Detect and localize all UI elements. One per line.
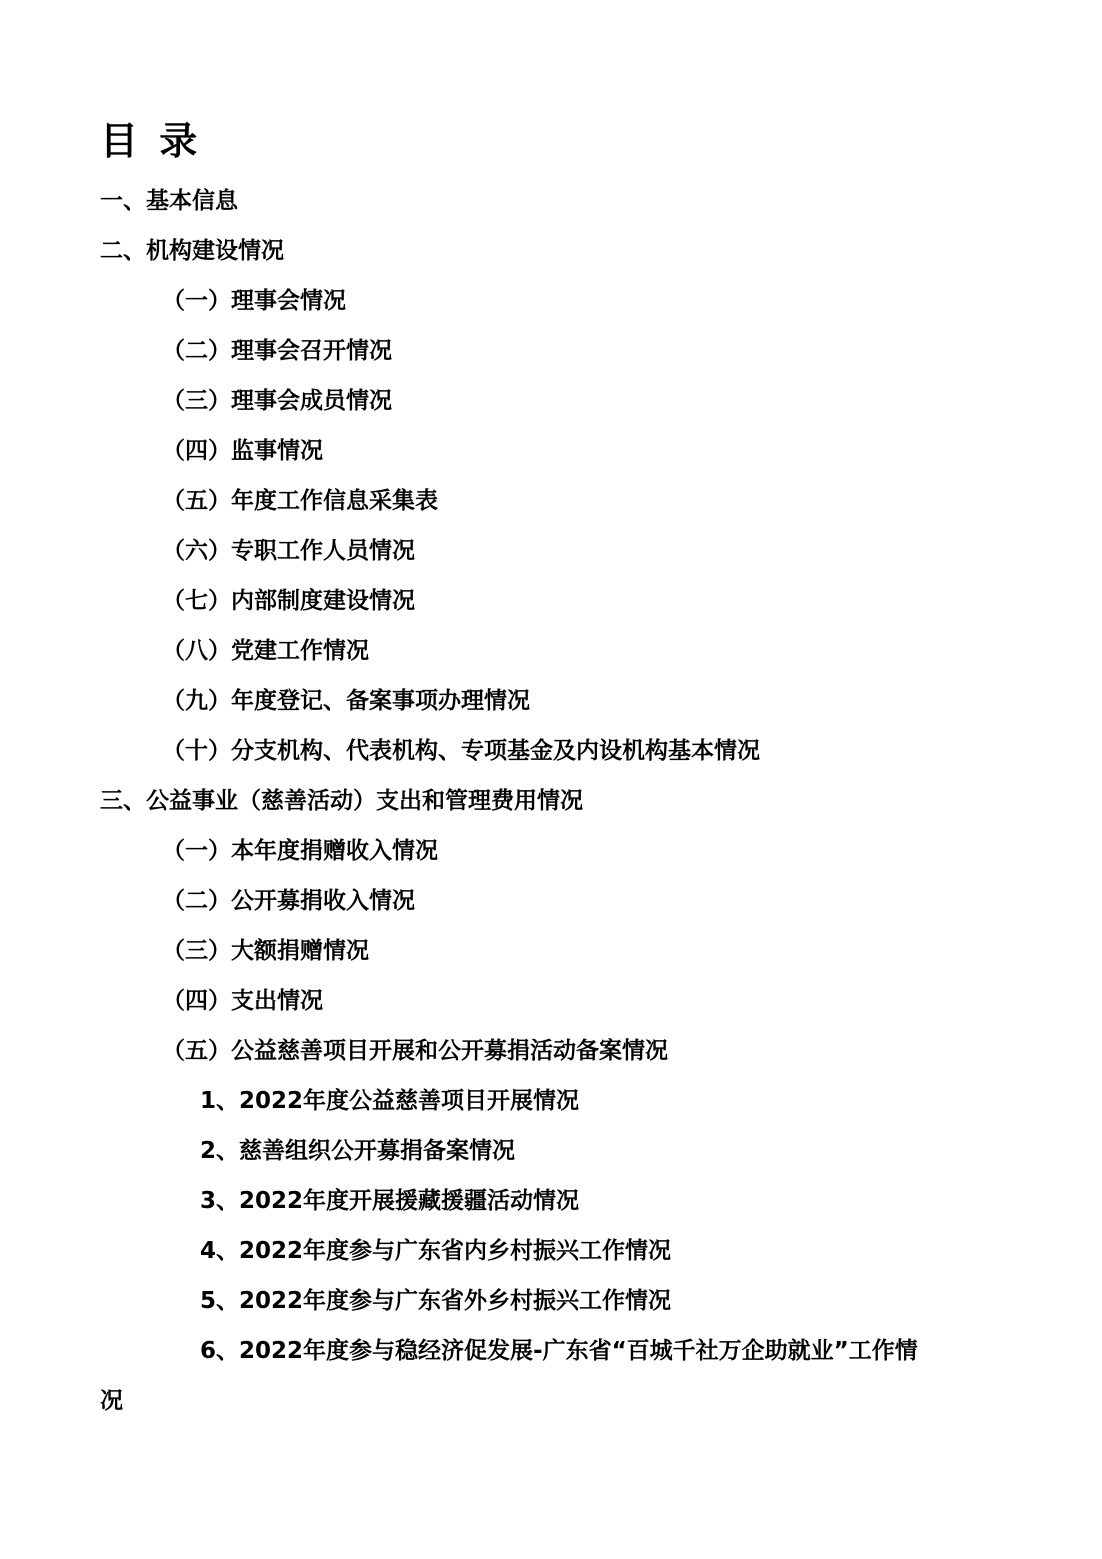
- toc-entry-2022-charity-projects[interactable]: 1、2022年度公益慈善项目开展情况: [200, 1088, 580, 1114]
- toc-entry-basic-info[interactable]: 一、基本信息: [100, 188, 238, 214]
- toc-entry-party-building[interactable]: （八）党建工作情况: [162, 638, 369, 664]
- toc-entry-council-members[interactable]: （三）理事会成员情况: [162, 388, 392, 414]
- toc-entry-supervisors[interactable]: （四）监事情况: [162, 438, 323, 464]
- toc-entry-council-meetings[interactable]: （二）理事会召开情况: [162, 338, 392, 364]
- toc-entry-branches[interactable]: （十）分支机构、代表机构、专项基金及内设机构基本情况: [162, 738, 760, 764]
- toc-entry-public-fundraising-income[interactable]: （二）公开募捐收入情况: [162, 888, 415, 914]
- toc-entry-rural-revitalization-outside[interactable]: 5、2022年度参与广东省外乡村振兴工作情况: [200, 1288, 672, 1314]
- toc-entry-rural-revitalization-inside[interactable]: 4、2022年度参与广东省内乡村振兴工作情况: [200, 1238, 672, 1264]
- toc-entry-employment-support-continued[interactable]: 况: [100, 1388, 123, 1414]
- toc-title: 目 录: [100, 119, 202, 163]
- toc-entry-charity-projects-filing[interactable]: （五）公益慈善项目开展和公开募捐活动备案情况: [162, 1038, 668, 1064]
- toc-entry-fundraising-filing[interactable]: 2、慈善组织公开募捐备案情况: [200, 1138, 516, 1164]
- toc-entry-large-donations[interactable]: （三）大额捐赠情况: [162, 938, 369, 964]
- toc-entry-fulltime-staff[interactable]: （六）专职工作人员情况: [162, 538, 415, 564]
- toc-entry-council[interactable]: （一）理事会情况: [162, 288, 346, 314]
- toc-entry-org-construction[interactable]: 二、机构建设情况: [100, 238, 284, 264]
- toc-entry-expenditure[interactable]: （四）支出情况: [162, 988, 323, 1014]
- toc-entry-donation-income[interactable]: （一）本年度捐赠收入情况: [162, 838, 438, 864]
- toc-entry-employment-support[interactable]: 6、2022年度参与稳经济促发展-广东省“百城千社万企助就业”工作情: [200, 1338, 918, 1364]
- toc-entry-public-welfare-expenses[interactable]: 三、公益事业（慈善活动）支出和管理费用情况: [100, 788, 583, 814]
- toc-entry-internal-rules[interactable]: （七）内部制度建设情况: [162, 588, 415, 614]
- toc-entry-annual-info-form[interactable]: （五）年度工作信息采集表: [162, 488, 438, 514]
- toc-entry-registration-filing[interactable]: （九）年度登记、备案事项办理情况: [162, 688, 530, 714]
- toc-entry-tibet-xinjiang-aid[interactable]: 3、2022年度开展援藏援疆活动情况: [200, 1188, 580, 1214]
- toc-list: [0, 176, 1102, 1426]
